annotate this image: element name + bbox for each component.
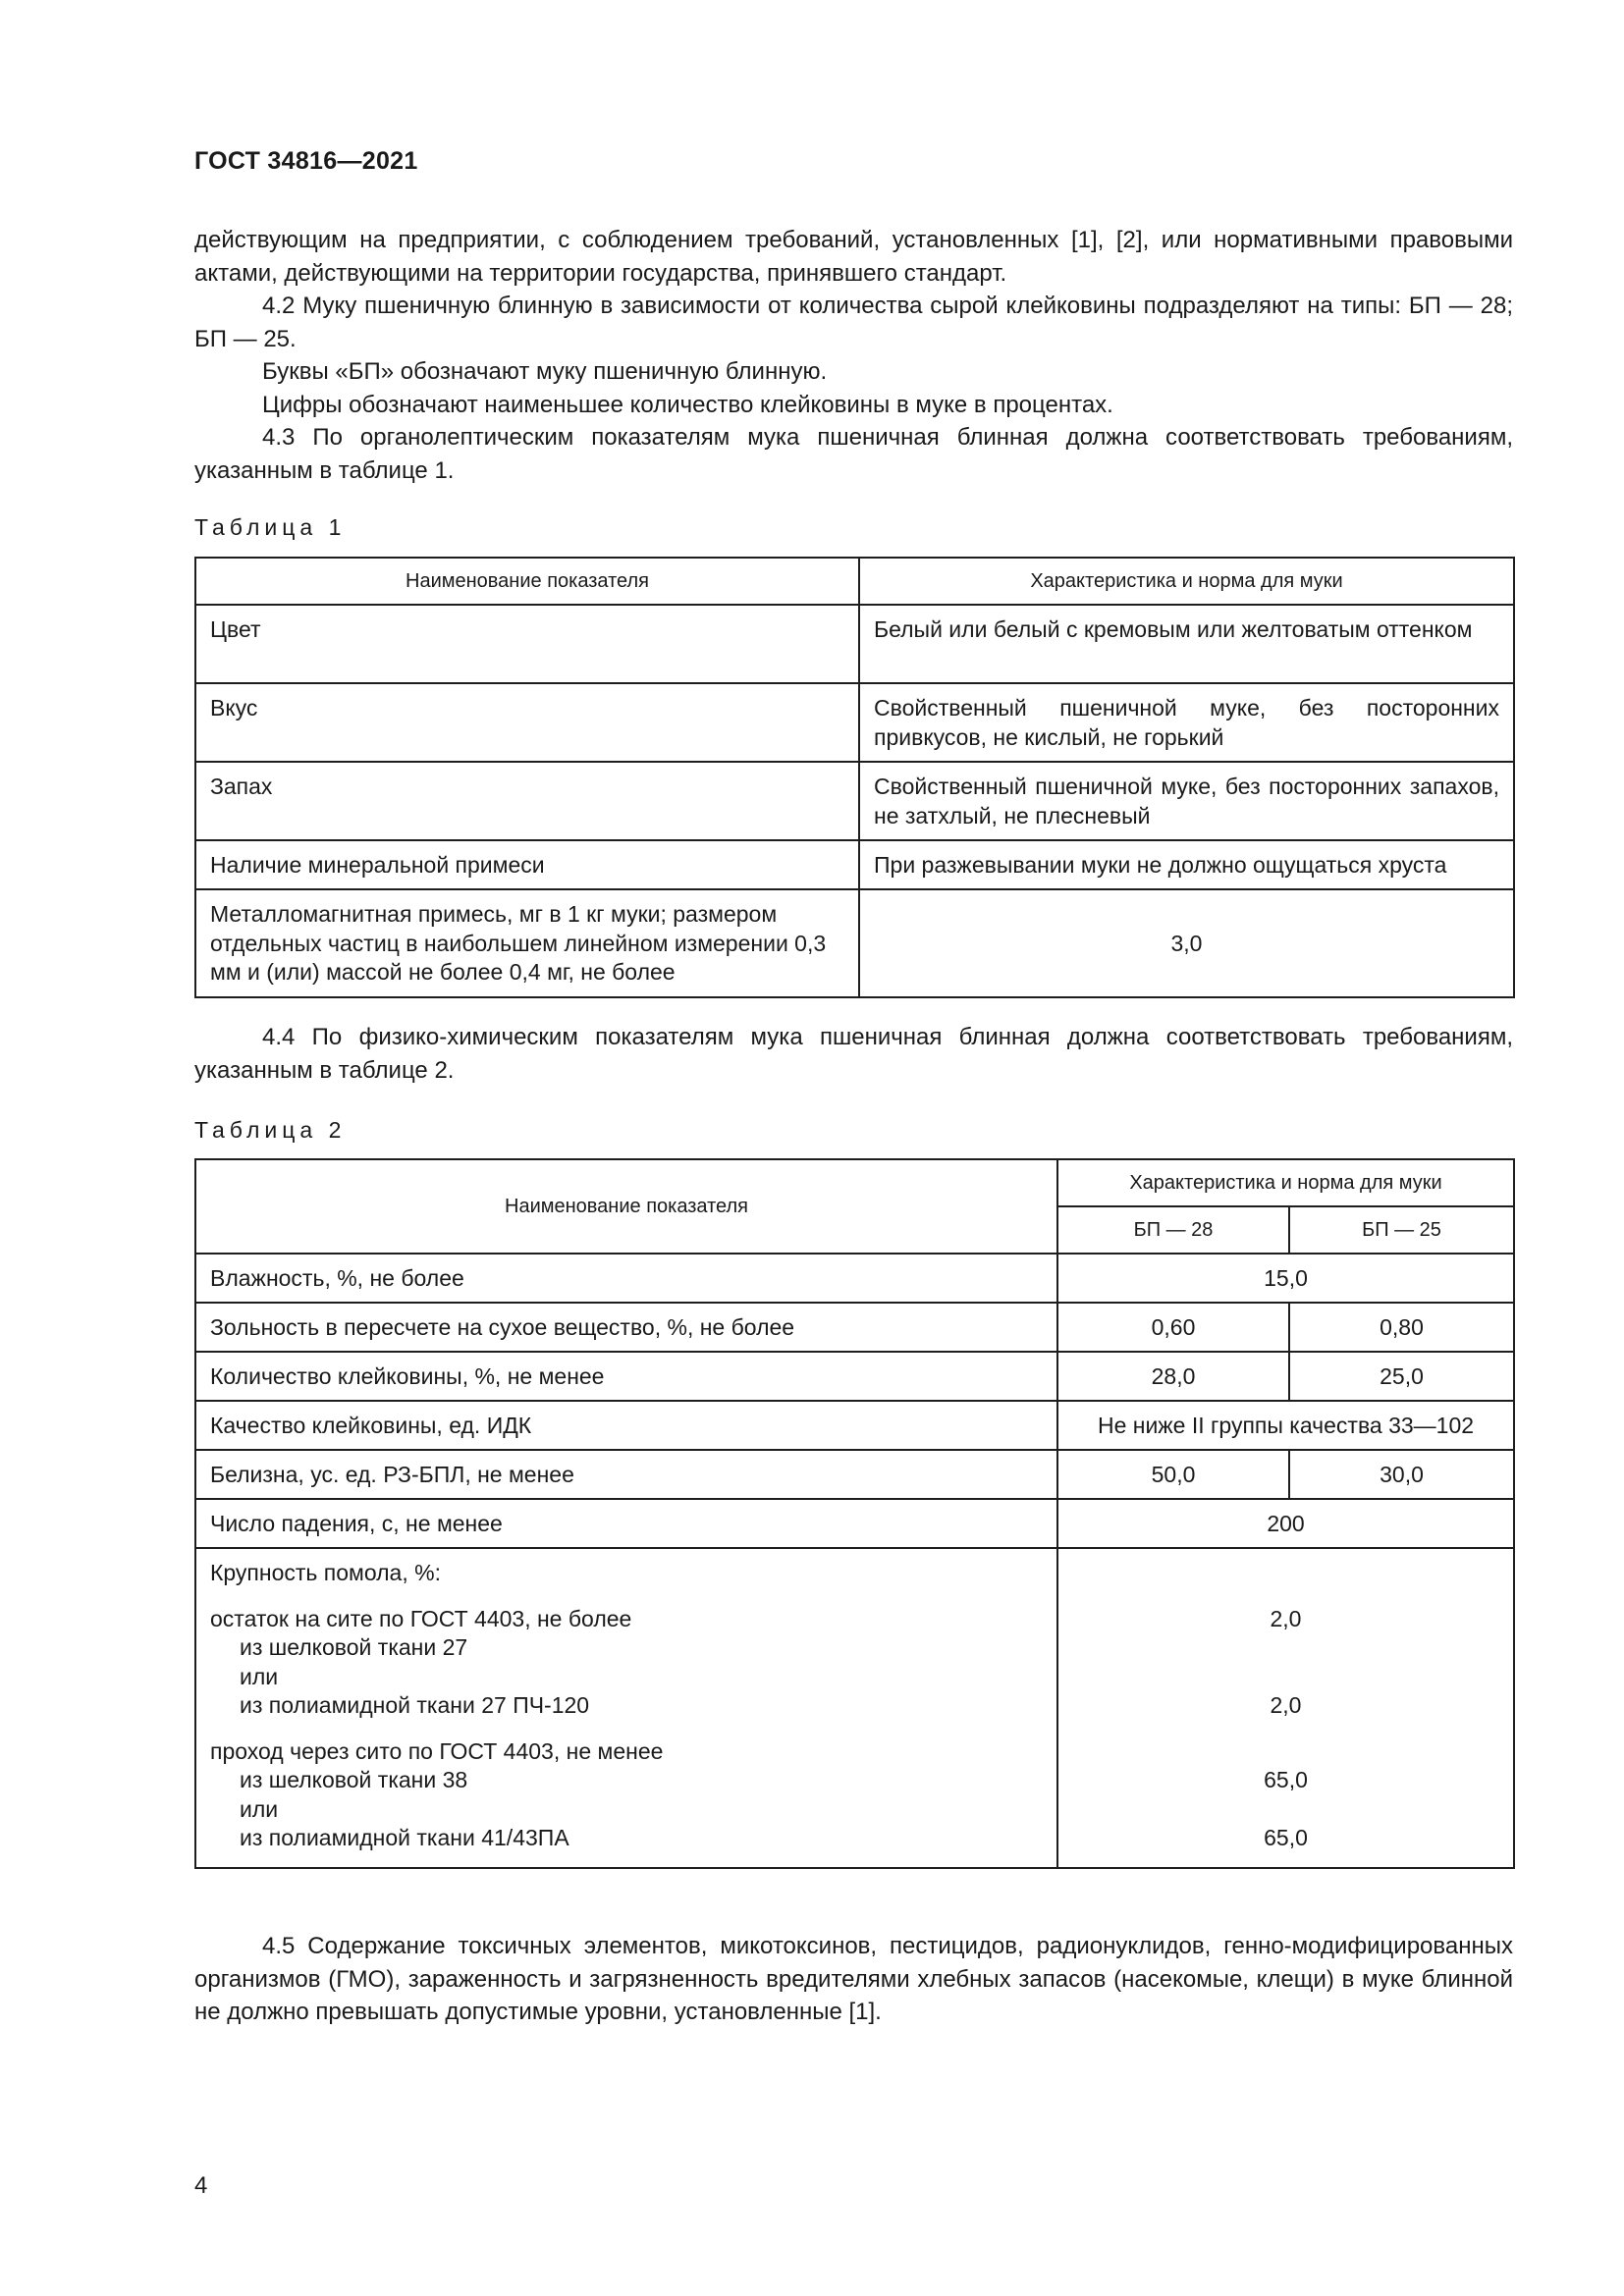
table-2-header-value: Характеристика и норма для муки [1057, 1159, 1514, 1206]
table-2-header-name: Наименование показателя [195, 1159, 1057, 1254]
table-2-cell-bp25: 0,80 [1289, 1303, 1514, 1352]
grinding-title: Крупность помола, %: [210, 1560, 441, 1585]
grinding-or-2: или [240, 1795, 279, 1822]
table-1-cell-name: Цвет [195, 605, 859, 683]
paragraph-4-2: 4.2 Муку пшеничную блинную в зависимости от количества сырой клейковины подразделяют на типы: БП — 28; БП — 25. [194, 293, 1513, 352]
table-2-cell-bp28: 50,0 [1057, 1450, 1289, 1499]
table-2-cell-name: Белизна, ус. ед. РЗ-БПЛ, не менее [195, 1450, 1057, 1499]
grinding-polyamide-27: из полиамидной ткани 27 ПЧ-120 [240, 1692, 590, 1718]
table-row [195, 1254, 1514, 1303]
table-1-header-value: Характеристика и норма для муки [859, 558, 1514, 605]
table-2-caption: Таблица 2 [194, 1117, 347, 1143]
grinding-polyamide-41: из полиамидной ткани 41/43ПА [240, 1825, 569, 1850]
table-2-cell-name: Количество клейковины, %, не менее [195, 1352, 1057, 1401]
grinding-passage: проход через сито по ГОСТ 4403, не менее [210, 1737, 664, 1764]
table-1-header-name: Наименование показателя [195, 558, 859, 605]
table-row [195, 1499, 1514, 1548]
table-2-cell-bp25: 25,0 [1289, 1352, 1514, 1401]
table-2-cell-value: Не ниже II группы качества 33—102 [1057, 1401, 1514, 1450]
document-code: ГОСТ 34816—2021 [194, 147, 418, 175]
table-1-cell-name: Вкус [195, 683, 859, 762]
grinding-value-silk-27: 2,0 [1270, 1605, 1302, 1631]
table-2-grinding-values [1057, 1548, 1514, 1868]
table-2-cell-name: Качество клейковины, ед. ИДК [195, 1401, 1057, 1450]
grinding-silk-38: из шелковой ткани 38 [240, 1767, 468, 1792]
table-row [195, 1352, 1514, 1401]
paragraph-letters: Буквы «БП» обозначают муку пшеничную блинную. [262, 358, 828, 385]
table-1-cell-name: Запах [195, 762, 859, 840]
table-2-grinding-names [195, 1548, 1057, 1868]
grinding-residue: остаток на сите по ГОСТ 4403, не более [210, 1605, 632, 1631]
table-row-grinding [195, 1548, 1514, 1868]
table-row [195, 1450, 1514, 1499]
table-1-cell-value: Белый или белый с кремовым или желтоватым оттенком [859, 605, 1514, 683]
section-text-2 [194, 1021, 1513, 1087]
grinding-value-polyamide-41: 65,0 [1264, 1825, 1308, 1850]
table-2-cell-bp28: 0,60 [1057, 1303, 1289, 1352]
table-1-cell-value: 3,0 [859, 889, 1514, 997]
table-2-cell-name: Число падения, с, не менее [195, 1499, 1057, 1548]
table-row [195, 840, 1514, 889]
paragraph-4-4: 4.4 По физико-химическим показателям мука пшеничная блинная должна соответствовать требованиям, указанным в таблице 2. [194, 1024, 1513, 1084]
table-row [195, 1303, 1514, 1352]
grinding-value-silk-38: 65,0 [1264, 1767, 1308, 1792]
table-1-cell-value: Свойственный пшеничной муке, без посторонних привкусов, не кислый, не горький [859, 683, 1514, 762]
paragraph-4-5: 4.5 Содержание токсичных элементов, микотоксинов, пестицидов, радионуклидов, генно-модифицированных организмов (ГМО), зараженность и загрязненность вредителями хлебных запасов (насекомые, клещи) в муке блинной не должно превышать допустимые уровни, установленные [1]. [194, 1933, 1513, 2025]
table-row [195, 889, 1514, 997]
continuation-paragraph: действующим на предприятии, с соблюдением требований, установленных [1], [2], или нормативными правовыми актами, действующими на территории государства, принявшего стандарт. [194, 227, 1513, 287]
grinding-silk-27: из шелковой ткани 27 [240, 1634, 468, 1660]
table-2-cell-value: 200 [1057, 1499, 1514, 1548]
table-row [195, 1401, 1514, 1450]
table-1 [194, 557, 1515, 998]
table-2-header-bp25: БП — 25 [1289, 1206, 1514, 1254]
table-1-cell-value: Свойственный пшеничной муке, без посторонних запахов, не затхлый, не плесневый [859, 762, 1514, 840]
table-2-cell-name: Зольность в пересчете на сухое вещество, %, не более [195, 1303, 1057, 1352]
section-text-1 [194, 224, 1513, 487]
table-2-header-bp28: БП — 28 [1057, 1206, 1289, 1254]
grinding-or-1: или [240, 1663, 279, 1689]
table-2-cell-value: 15,0 [1057, 1254, 1514, 1303]
page-number: 4 [194, 2172, 208, 2199]
table-1-cell-value: При разжевывании муки не должно ощущаться хруста [859, 840, 1514, 889]
paragraph-4-3: 4.3 По органолептическим показателям мука пшеничная блинная должна соответствовать требованиям, указанным в таблице 1. [194, 424, 1513, 484]
table-row [195, 683, 1514, 762]
table-1-caption: Таблица 1 [194, 514, 347, 540]
table-2-cell-bp28: 28,0 [1057, 1352, 1289, 1401]
table-2 [194, 1158, 1515, 1869]
paragraph-digits: Цифры обозначают наименьшее количество клейковины в муке в процентах. [262, 391, 1113, 418]
table-1-cell-name: Металломагнитная примесь, мг в 1 кг муки; размером отдельных частиц в наибольшем линейном измерении 0,3 мм и (или) массой не более 0,4 мг, не более [195, 889, 859, 997]
table-1-cell-name: Наличие минеральной примеси [195, 840, 859, 889]
grinding-value-polyamide-27: 2,0 [1270, 1692, 1302, 1718]
table-row [195, 605, 1514, 683]
section-text-3 [194, 1930, 1513, 2029]
table-row [195, 762, 1514, 840]
table-2-cell-bp25: 30,0 [1289, 1450, 1514, 1499]
table-2-cell-name: Влажность, %, не более [195, 1254, 1057, 1303]
